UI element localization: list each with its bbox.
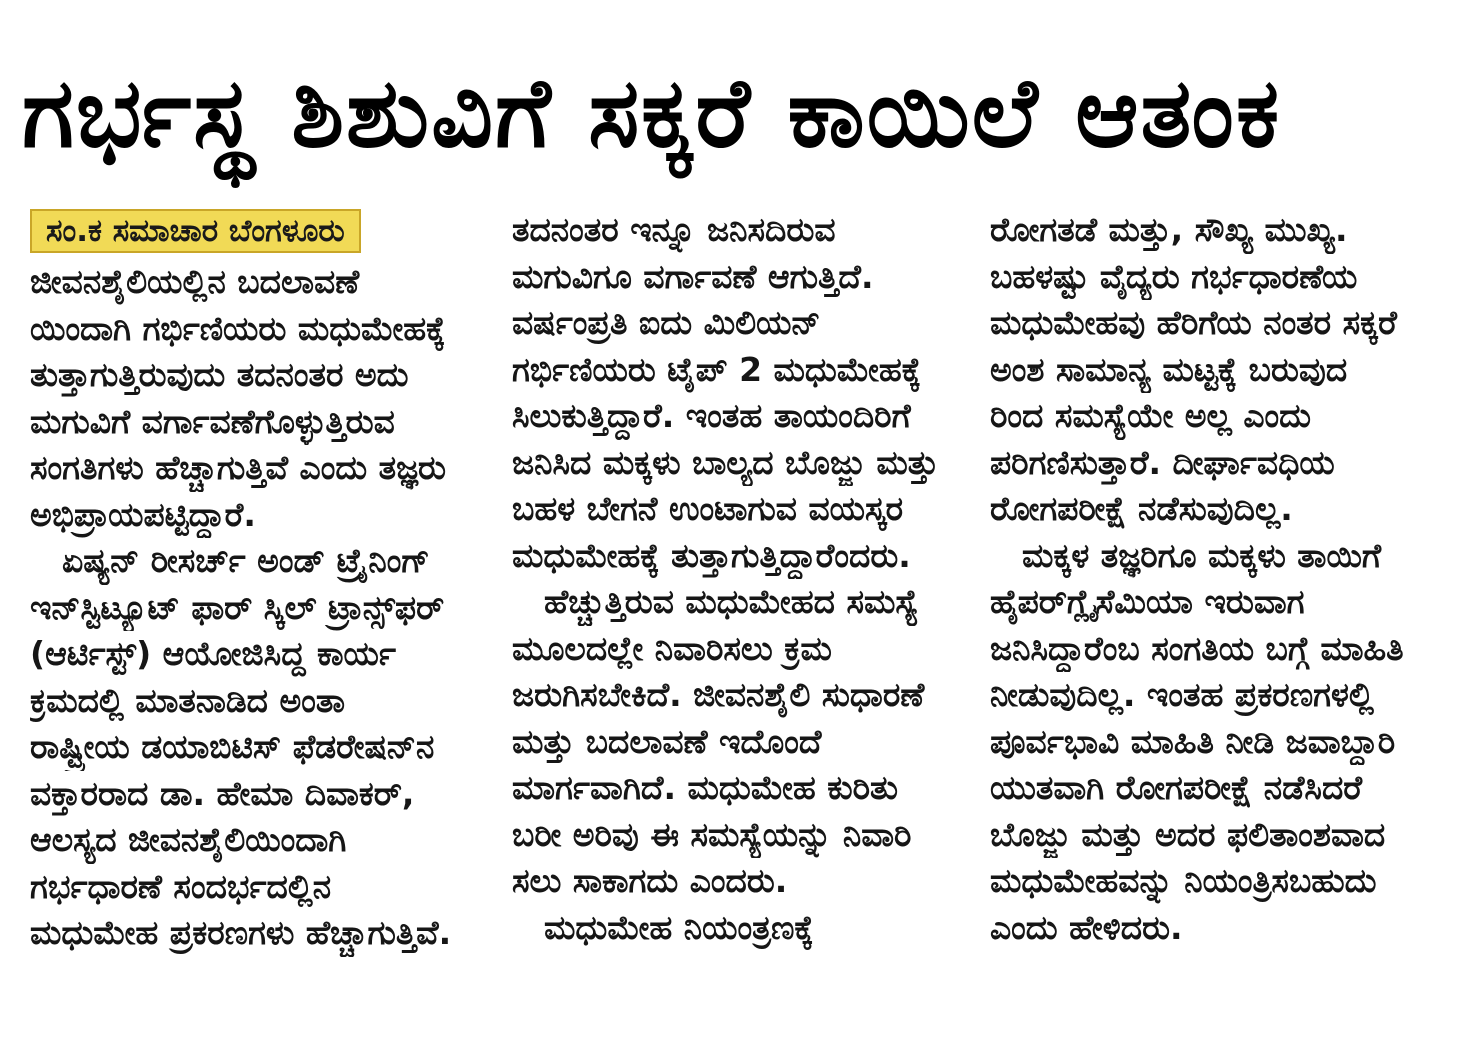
article-line: ಕ್ರಮದಲ್ಲಿ ಮಾತನಾಡಿದ ಅಂತಾ (30, 680, 345, 720)
article-line: ಏಷ್ಯನ್ ರೀಸರ್ಚ್ ಅಂಡ್ ಟ್ರೈನಿಂಗ್ (62, 541, 430, 580)
article-line: ಪರಿಗಣಿಸುತ್ತಾರೆ. ದೀರ್ಘಾವಧಿಯ (990, 442, 1335, 482)
article-line: ಬೊಜ್ಜು ಮತ್ತು ಅದರ ಫಲಿತಾಂಶವಾದ (990, 814, 1386, 854)
article-line: ರಿಂದ ಸಮಸ್ಯೆಯೇ ಅಲ್ಲ ಎಂದು (990, 396, 1311, 435)
article-line: (ಆರ್ಟಿಸ್ಟ್) ಆಯೋಜಿಸಿದ್ದ ಕಾರ್ಯ (30, 634, 396, 673)
article-line: ಹೆಚ್ಚುತ್ತಿರುವ ಮಧುಮೇಹದ ಸಮಸ್ಯೆ (544, 582, 919, 621)
article-line: ಜನಿಸಿದ ಮಕ್ಕಳು ಬಾಲ್ಯದ ಬೊಜ್ಜು ಮತ್ತು (512, 442, 939, 482)
article-line: ಅಭಿಪ್ರಾಯಪಟ್ಟಿದ್ದಾರೆ. (30, 494, 256, 534)
article-line: ಗರ್ಭಧಾರಣೆ ಸಂದರ್ಭದಲ್ಲಿನ (30, 866, 332, 906)
article-line: ಮಧುಮೇಹ ಪ್ರಕರಣಗಳು ಹೆಚ್ಚಾಗುತ್ತಿವೆ. (30, 913, 452, 952)
article-line: ಮಗುವಿಗೆ ವರ್ಗಾವಣೆಗೊಳ್ಳುತ್ತಿರುವ (30, 401, 395, 441)
article-line: ರೋಗಪರೀಕ್ಷೆ ನಡೆಸುವುದಿಲ್ಲ. (990, 489, 1293, 528)
article-line: ಜೀವನಶೈಲಿಯಲ್ಲಿನ ಬದಲಾವಣೆ (30, 262, 360, 301)
headline: ಗರ್ಭಸ್ಥ ಶಿಶುವಿಗೆ ಸಕ್ಕರೆ ಕಾಯಿಲೆ ಆತಂಕ (22, 57, 1282, 169)
article-line: ಸಲು ಸಾಕಾಗದು ಎಂದರು. (512, 861, 788, 900)
article-line: ನೀಡುವುದಿಲ್ಲ. ಇಂತಹ ಪ್ರಕರಣಗಳಲ್ಲಿ (990, 675, 1374, 714)
article-line: ಇನ್‌ಸ್ಟಿಟ್ಯೂಟ್ ಫಾರ್ ಸ್ಕಿಲ್ ಟ್ರಾನ್ಸ್‌ಫರ್ (30, 587, 445, 627)
article-line: ರೋಗತಡೆ ಮತ್ತು, ಸೌಖ್ಯ ಮುಖ್ಯ. (990, 210, 1348, 249)
article-line: ಮಧುಮೇಹವು ಹೆರಿಗೆಯ ನಂತರ ಸಕ್ಕರೆ (990, 303, 1397, 342)
article-line: ಜನಿಸಿದ್ದಾರೆಂಬ ಸಂಗತಿಯ ಬಗ್ಗೆ ಮಾಹಿತಿ (990, 628, 1404, 668)
article-line: ಪೂರ್ವಭಾವಿ ಮಾಹಿತಿ ನೀಡಿ ಜವಾಬ್ದಾರಿ (990, 721, 1396, 761)
article-line: ಮಾರ್ಗವಾಗಿದೆ. ಮಧುಮೇಹ ಕುರಿತು (512, 768, 899, 807)
article-line: ಗರ್ಭಿಣಿಯರು ಟೈಪ್ 2 ಮಧುಮೇಹಕ್ಕೆ (512, 349, 922, 389)
article-line: ತುತ್ತಾಗುತ್ತಿರುವುದು ತದನಂತರ ಅದು (30, 355, 409, 394)
article-line: ರಾಷ್ಟ್ರೀಯ ಡಯಾಬಿಟಿಸ್ ಫೆಡರೇಷನ್‌ನ (30, 727, 435, 766)
article-line: ಅಂಶ ಸಾಮಾನ್ಯ ಮಟ್ಟಕ್ಕೆ ಬರುವುದ (990, 349, 1348, 389)
article-line: ಯುತವಾಗಿ ರೋಗಪರೀಕ್ಷೆ ನಡೆಸಿದರೆ (990, 768, 1363, 807)
article-line: ಬಹಳ ಬೇಗನೆ ಉಂಟಾಗುವ ವಯಸ್ಕರ (512, 489, 904, 528)
byline: ಸಂ.ಕ ಸಮಾಚಾರ ಬೆಂಗಳೂರು (30, 209, 361, 253)
article-line: ಆಲಸ್ಯದ ಜೀವನಶೈಲಿಯಿಂದಾಗಿ (30, 820, 347, 859)
article-line: ವಕ್ತಾರರಾದ ಡಾ. ಹೇಮಾ ದಿವಾಕರ್, (30, 773, 415, 813)
article-line: ಜರುಗಿಸಬೇಕಿದೆ. ಜೀವನಶೈಲಿ ಸುಧಾರಣೆ (512, 675, 925, 714)
article-line: ಯಿಂದಾಗಿ ಗರ್ಭಿಣಿಯರು ಮಧುಮೇಹಕ್ಕೆ (30, 308, 446, 348)
article-line: ಎಂದು ಹೇಳಿದರು. (990, 907, 1183, 947)
article-line: ವರ್ಷಂಪ್ರತಿ ಐದು ಮಿಲಿಯನ್ (512, 303, 821, 342)
article-line: ಸಿಲುಕುತ್ತಿದ್ದಾರೆ. ಇಂತಹ ತಾಯಂದಿರಿಗೆ (512, 396, 911, 435)
article-column-2 (512, 207, 964, 1007)
article-line: ಮಕ್ಕಳ ತಜ್ಞರಿಗೂ ಮಕ್ಕಳು ತಾಯಿಗೆ (1022, 535, 1382, 575)
article-line: ಬಹಳಷ್ಟು ವೈದ್ಯರು ಗರ್ಭಧಾರಣೆಯ (990, 256, 1358, 296)
article-line: ಮಗುವಿಗೂ ವರ್ಗಾವಣೆ ಆಗುತ್ತಿದೆ. (512, 256, 874, 296)
article-line: ತದನಂತರ ಇನ್ನೂ ಜನಿಸದಿರುವ (512, 210, 836, 249)
article-line: ಸಂಗತಿಗಳು ಹೆಚ್ಚಾಗುತ್ತಿವೆ ಎಂದು ತಜ್ಞರು (30, 448, 447, 487)
article-line: ಮಧುಮೇಹವನ್ನು ನಿಯಂತ್ರಿಸಬಹುದು (990, 861, 1377, 900)
article-line: ಮಧುಮೇಹಕ್ಕೆ ತುತ್ತಾಗುತ್ತಿದ್ದಾರೆಂದರು. (512, 535, 911, 575)
article-line: ಮತ್ತು ಬದಲಾವಣೆ ಇದೊಂದೆ (512, 721, 822, 761)
article-column-1 (30, 207, 480, 1007)
article-line: ಹೈಪರ್‌ಗ್ಲೈಸೆಮಿಯಾ ಇರುವಾಗ (990, 582, 1305, 621)
article-column-3 (990, 207, 1440, 1007)
article-line: ಮಧುಮೇಹ ನಿಯಂತ್ರಣಕ್ಕೆ (544, 907, 814, 947)
article-line: ಬರೀ ಅರಿವು ಈ ಸಮಸ್ಯೆಯನ್ನು ನಿವಾರಿ (512, 814, 912, 854)
article-line: ಮೂಲದಲ್ಲೇ ನಿವಾರಿಸಲು ಕ್ರಮ (512, 628, 832, 668)
